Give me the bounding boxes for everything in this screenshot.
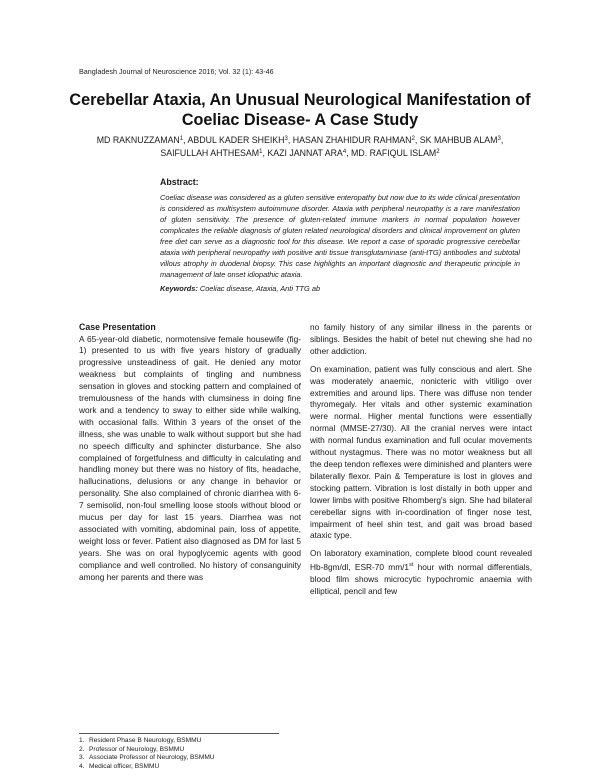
superscript: st — [409, 562, 414, 569]
author-name: HASAN ZHAHIDUR RAHMAN — [292, 135, 412, 145]
body-paragraph: no family history of any similar illness in the parents or siblings. Besides the habit of betel nut chewing she had no other addiction. — [310, 322, 532, 356]
keywords — [160, 283, 520, 294]
body-paragraph: A 65-year-old diabetic, normotensive female housewife (fig-1) presented to us with five years history of gradually progressive unsteadiness of gait. He denied any motor weakness but complaints of tingling and numbness sensation in gloves and stocking pattern and complained of tremulousness of the hands with clumsiness in doing fine work and a tendency to sway to either side while walking, with occasional falls. Within 3 years of the onset of the illness, she was unable to walk without support but she had no speech difficulty and sphincter disturbance. She also complained of forgetfulness and difficulty in calculating and handling money but there was no history of fits, headache, hallucinations, delusions or any change in behavior or personality. She also complained of chronic diarrhea with 6-7 semisolid, non-foul smelling loose stools without blood or mucus per day for last 15 years. Diarrhea was not associated with vomiting, abdominal pain, loss of appetite, weight loss or fever. Patient also diagnosed as DM for last 5 years. She was on oral hypoglycemic agents with good compliance and well controlled. No history of consanguinity among her parents and there was — [79, 333, 301, 582]
author-name: SAIFULLAH AHTHESAM — [160, 148, 260, 158]
left-column — [79, 322, 301, 584]
footnote-number: 4. — [79, 762, 85, 770]
author-affiliation: 2 — [411, 136, 415, 142]
author-list: MD RAKNUZZAMAN$^1$, ABDUL KADER SHEIKH$^3$, HASAN ZHAHIDUR RAHMAN$^2$, SK MAHBUB ALAM$^3$, SAIFULLAH AHTHESAM$^1$, KAZI JANNAT ARA$^4$, MD. RAFIQUL ISLAM$^2$ — [96, 135, 504, 158]
author-name: MD. RAFIQUL ISLAM — [351, 148, 437, 158]
keywords-text: Coeliac disease, Ataxia, Anti TTG ab — [199, 284, 321, 293]
footnote — [79, 737, 379, 746]
author-name: KAZI JANNAT ARA — [267, 148, 343, 158]
footnote-text: Associate Professor of Neurology, BSMMU — [89, 754, 215, 762]
footnote-text: Resident Phase B Neurology, BSMMU — [89, 737, 202, 744]
section-heading: Case Presentation — [79, 322, 156, 332]
text-run: On laboratory examination, complete blood count revealed Hb-8gm/dl, ESR-70 mm/1 — [310, 548, 532, 572]
keywords-label: Keywords: — [160, 284, 198, 293]
footnote-number: 1. — [79, 737, 85, 744]
footnote-number: 3. — [79, 754, 85, 762]
author-affiliation: 3 — [497, 136, 501, 142]
footnote-text: Medical officer, BSMMU — [89, 762, 160, 770]
abstract — [160, 177, 520, 294]
author-affiliation: 2 — [436, 149, 440, 155]
author-affiliation: 3 — [284, 136, 288, 142]
footnote-text: Professor of Neurology, BSMMU — [89, 745, 185, 753]
author-name: ABDUL KADER SHEIKH — [187, 135, 285, 145]
right-column — [310, 322, 532, 598]
footnote-number: 2. — [79, 745, 85, 753]
footnote — [79, 746, 379, 755]
abstract-heading: Abstract: — [160, 177, 199, 187]
author-affiliation: 1 — [259, 149, 263, 155]
body-paragraph — [310, 548, 532, 597]
footnote — [79, 763, 379, 772]
text-run: hour with normal differentials, blood film shows microcytic hypochromic anaemia with elliptical, pencil and few — [310, 561, 533, 596]
abstract-text: Coeliac disease was considered as a gluten sensitive enteropathy but now due to its wide clinical presentation is considered as multisystem autoimmune disorder. Ataxia with peripheral neuropathy is a rare manifestation of gluten sensitivity. The presence of gluten-related immune markers in normal population however complicates the reliable diagnosis of gluten related neurological disorders and clinical improvement on gluten free diet can serve as a diagnostic tool for this disease. We report a case of sporadic progressive cerebellar ataxia with peripheral neuropathy with positive anti tissue transglutaminase (anti-tTG) antibodies and subtotal villous atrophy in duodenal biopsy. This case highlights an important diagnostic and therapeutic principle in management of late onset idiopathic ataxia. — [160, 193, 520, 279]
author-name: SK MAHBUB ALAM — [419, 135, 498, 145]
author-affiliation: 4 — [342, 149, 347, 155]
footnote-divider — [79, 733, 279, 734]
body-paragraph: On examination, patient was fully conscious and alert. She was moderately anaemic, nonicteric with vitiligo over extremities and around lips. There was diffuse non tender thyromegaly. Her vitals and other systemic examination were normal. Higher mental functions were essentially normal (MMSE-27/30). All the cranial nerves were intact with normal fundus examination and full ocular movements without nystagmus. There was no motor weakness but all the deep tendon reflexes were diminished and planters were bilaterally flexor. Pain & Temperature is lost in gloves and stocking pattern. Vibration is lost distally in both upper and lower limbs with positive Rhomberg's sign. She had bilateral cerebellar signs with in-coordination of finger nose test, impairment of heel shin test, and gait was broad based ataxic type. — [310, 363, 532, 541]
journal-reference: Bangladesh Journal of Neuroscience 2016; Vol. 32 (1): 43-46 — [79, 67, 274, 76]
footnote-list — [79, 737, 379, 771]
footnote — [79, 754, 379, 763]
article-title: Cerebellar Ataxia, An Unusual Neurological Manifestation of Coeliac Disease- A Case Study — [69, 91, 531, 129]
author-affiliation: 1 — [179, 136, 184, 142]
author-name: MD RAKNUZZAMAN — [96, 135, 180, 145]
